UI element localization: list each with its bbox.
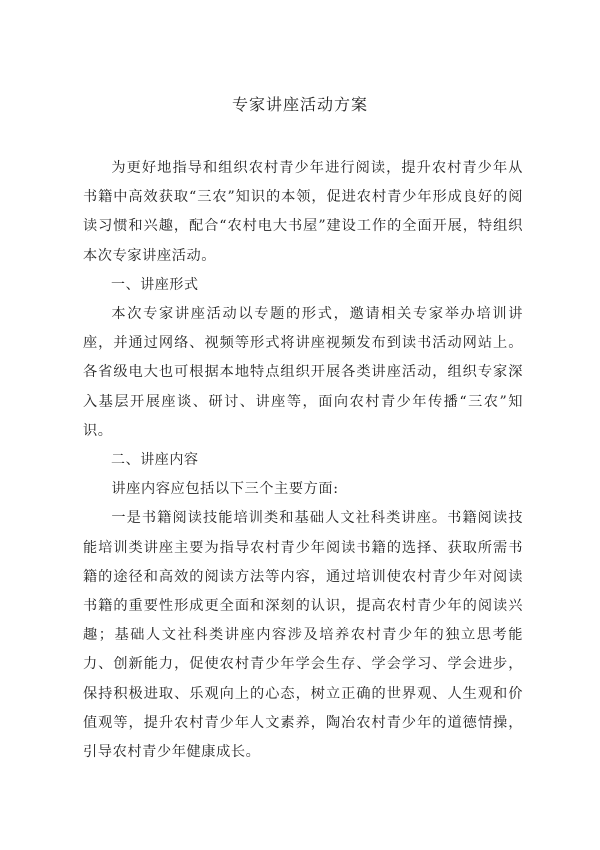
- section-heading-content: 二、讲座内容: [111, 452, 199, 469]
- intro-paragraph: 为更好地指导和组织农村青少年进行阅读，提升农村青少年从书籍中高效获取“三农”知识的本领，促进农村青少年形成良好的阅读习惯和兴趣，配合“农村电大书屋”建设工作的全面开展，特组织本次专家讲座活动。: [83, 160, 523, 264]
- section-heading-format: 一、讲座形式: [111, 276, 199, 293]
- document-title: 专家讲座活动方案: [231, 95, 368, 114]
- section-content-lead: 讲座内容应包括以下三个主要方面:: [111, 481, 339, 498]
- document-body: [83, 154, 523, 767]
- section-format-paragraph: 本次专家讲座活动以专题的形式，邀请相关专家举办培训讲座，并通过网络、视频等形式将讲座视频发布到读书活动网站上。各省级电大也可根据本地特点组织开展各类讲座活动，组织专家深入基层开展座谈、研讨、讲座等，面向农村青少年传播“三农”知识。: [83, 306, 523, 439]
- section-content-item-1: 一是书籍阅读技能培训类和基础人文社科类讲座。书籍阅读技能培训类讲座主要为指导农村青少年阅读书籍的选择、获取所需书籍的途径和高效的阅读方法等内容，通过培训使农村青少年对阅读书籍的重要性形成更全面和深刻的认识，提高农村青少年的阅读兴趣；基础人文社科类讲座内容涉及培养农村青少年的独立思考能力、创新能力，促使农村青少年学会生存、学会学习、学会进步，保持积极进取、乐观向上的心态，树立正确的世界观、人生观和价值观等，提升农村青少年人文素养，陶冶农村青少年的道德情操，引导农村青少年健康成长。: [83, 510, 523, 761]
